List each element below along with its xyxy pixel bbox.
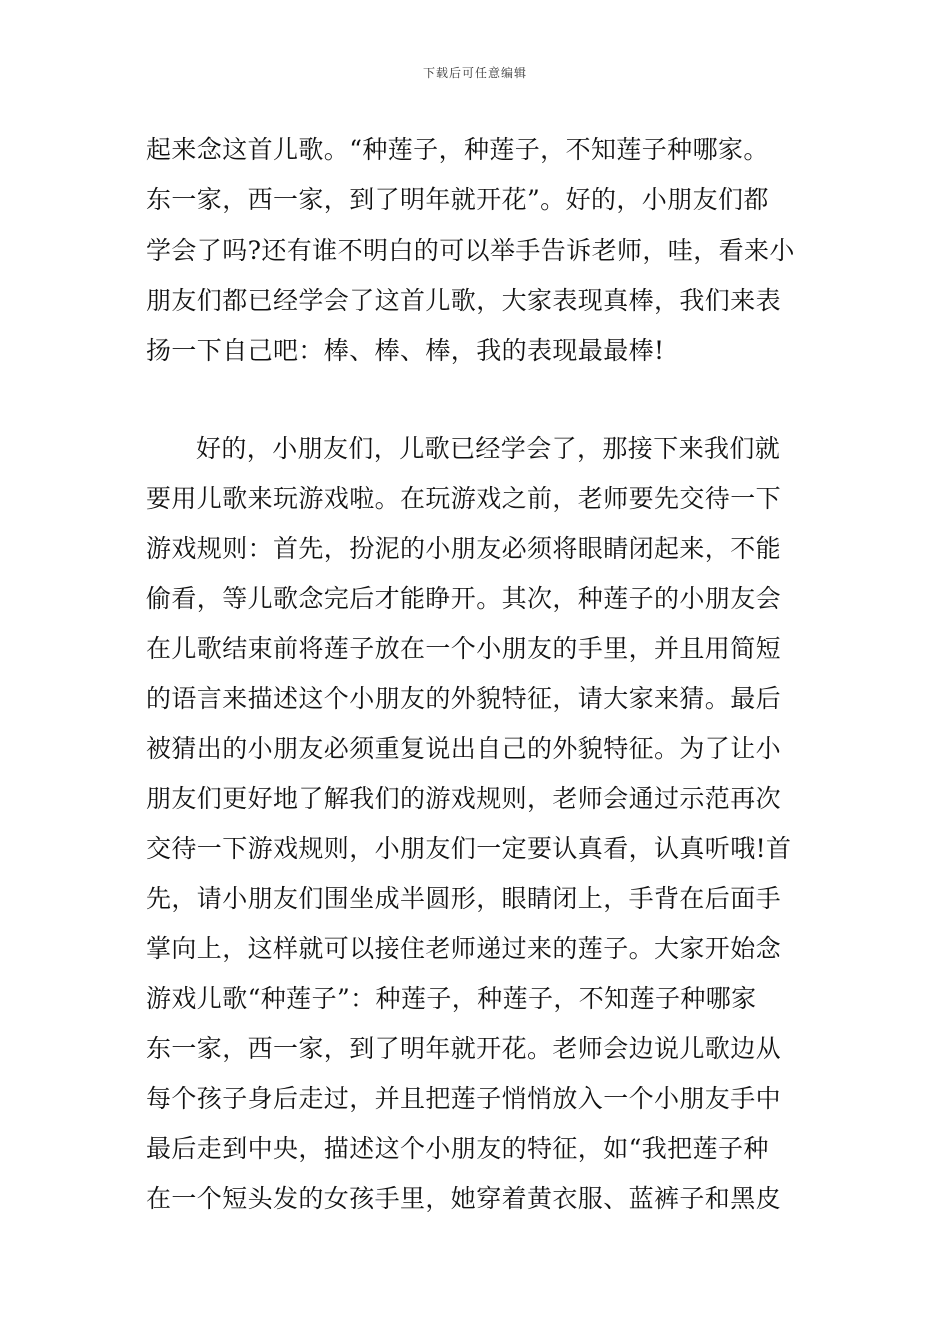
paragraph-2-line-6: 的语言来描述这个小朋友的外貌特征，请大家来猜。最后	[146, 684, 782, 713]
paragraph-1-line-2: 东一家，西一家，到了明年就开花”。好的，小朋友们都	[146, 185, 769, 214]
paragraph-2-line-4: 偷看，等儿歌念完后才能睁开。其次，种莲子的小朋友会	[146, 584, 782, 613]
paragraph-2-line-16: 在一个短头发的女孩手里，她穿着黄衣服、蓝裤子和黑皮	[146, 1184, 782, 1213]
paragraph-1-line-3: 学会了吗?还有谁不明白的可以举手告诉老师，哇，看来小	[146, 236, 795, 265]
paragraph-2-line-10: 先，请小朋友们围坐成半圆形，眼睛闭上，手背在后面手	[146, 884, 782, 913]
paragraph-2-line-9: 交待一下游戏规则，小朋友们一定要认真看，认真听哦!首	[146, 834, 792, 863]
paragraph-1-line-5: 扬一下自己吧：棒、棒、棒，我的表现最最棒!	[146, 336, 665, 365]
page-header: 下载后可任意编辑	[422, 66, 527, 80]
paragraph-1-line-1: 起来念这首儿歌。“种莲子，种莲子，不知莲子种哪家。	[146, 135, 769, 164]
paragraph-2-line-5: 在儿歌结束前将莲子放在一个小朋友的手里，并且用简短	[146, 634, 782, 663]
paragraph-2-line-8: 朋友们更好地了解我们的游戏规则，老师会通过示范再次	[146, 784, 782, 813]
paragraph-2-line-15: 最后走到中央，描述这个小朋友的特征，如“我把莲子种	[146, 1134, 769, 1163]
paragraph-2-line-14: 每个孩子身后走过，并且把莲子悄悄放入一个小朋友手中	[146, 1084, 782, 1113]
paragraph-1-line-4: 朋友们都已经学会了这首儿歌，大家表现真棒，我们来表	[146, 286, 782, 315]
paragraph-2-line-11: 掌向上，这样就可以接住老师递过来的莲子。大家开始念	[146, 934, 782, 963]
paragraph-2-line-7: 被猜出的小朋友必须重复说出自己的外貌特征。为了让小	[146, 734, 782, 763]
paragraph-2-line-2: 要用儿歌来玩游戏啦。在玩游戏之前，老师要先交待一下	[146, 484, 782, 513]
paragraph-2-line-12: 游戏儿歌“种莲子”：种莲子，种莲子，不知莲子种哪家	[146, 984, 757, 1013]
paragraph-2-line-3: 游戏规则：首先，扮泥的小朋友必须将眼睛闭起来，不能	[146, 534, 782, 563]
paragraph-2-line-13: 东一家，西一家，到了明年就开花。老师会边说儿歌边从	[146, 1034, 782, 1063]
paragraph-2-line-1: 好的，小朋友们，儿歌已经学会了，那接下来我们就	[196, 434, 781, 463]
